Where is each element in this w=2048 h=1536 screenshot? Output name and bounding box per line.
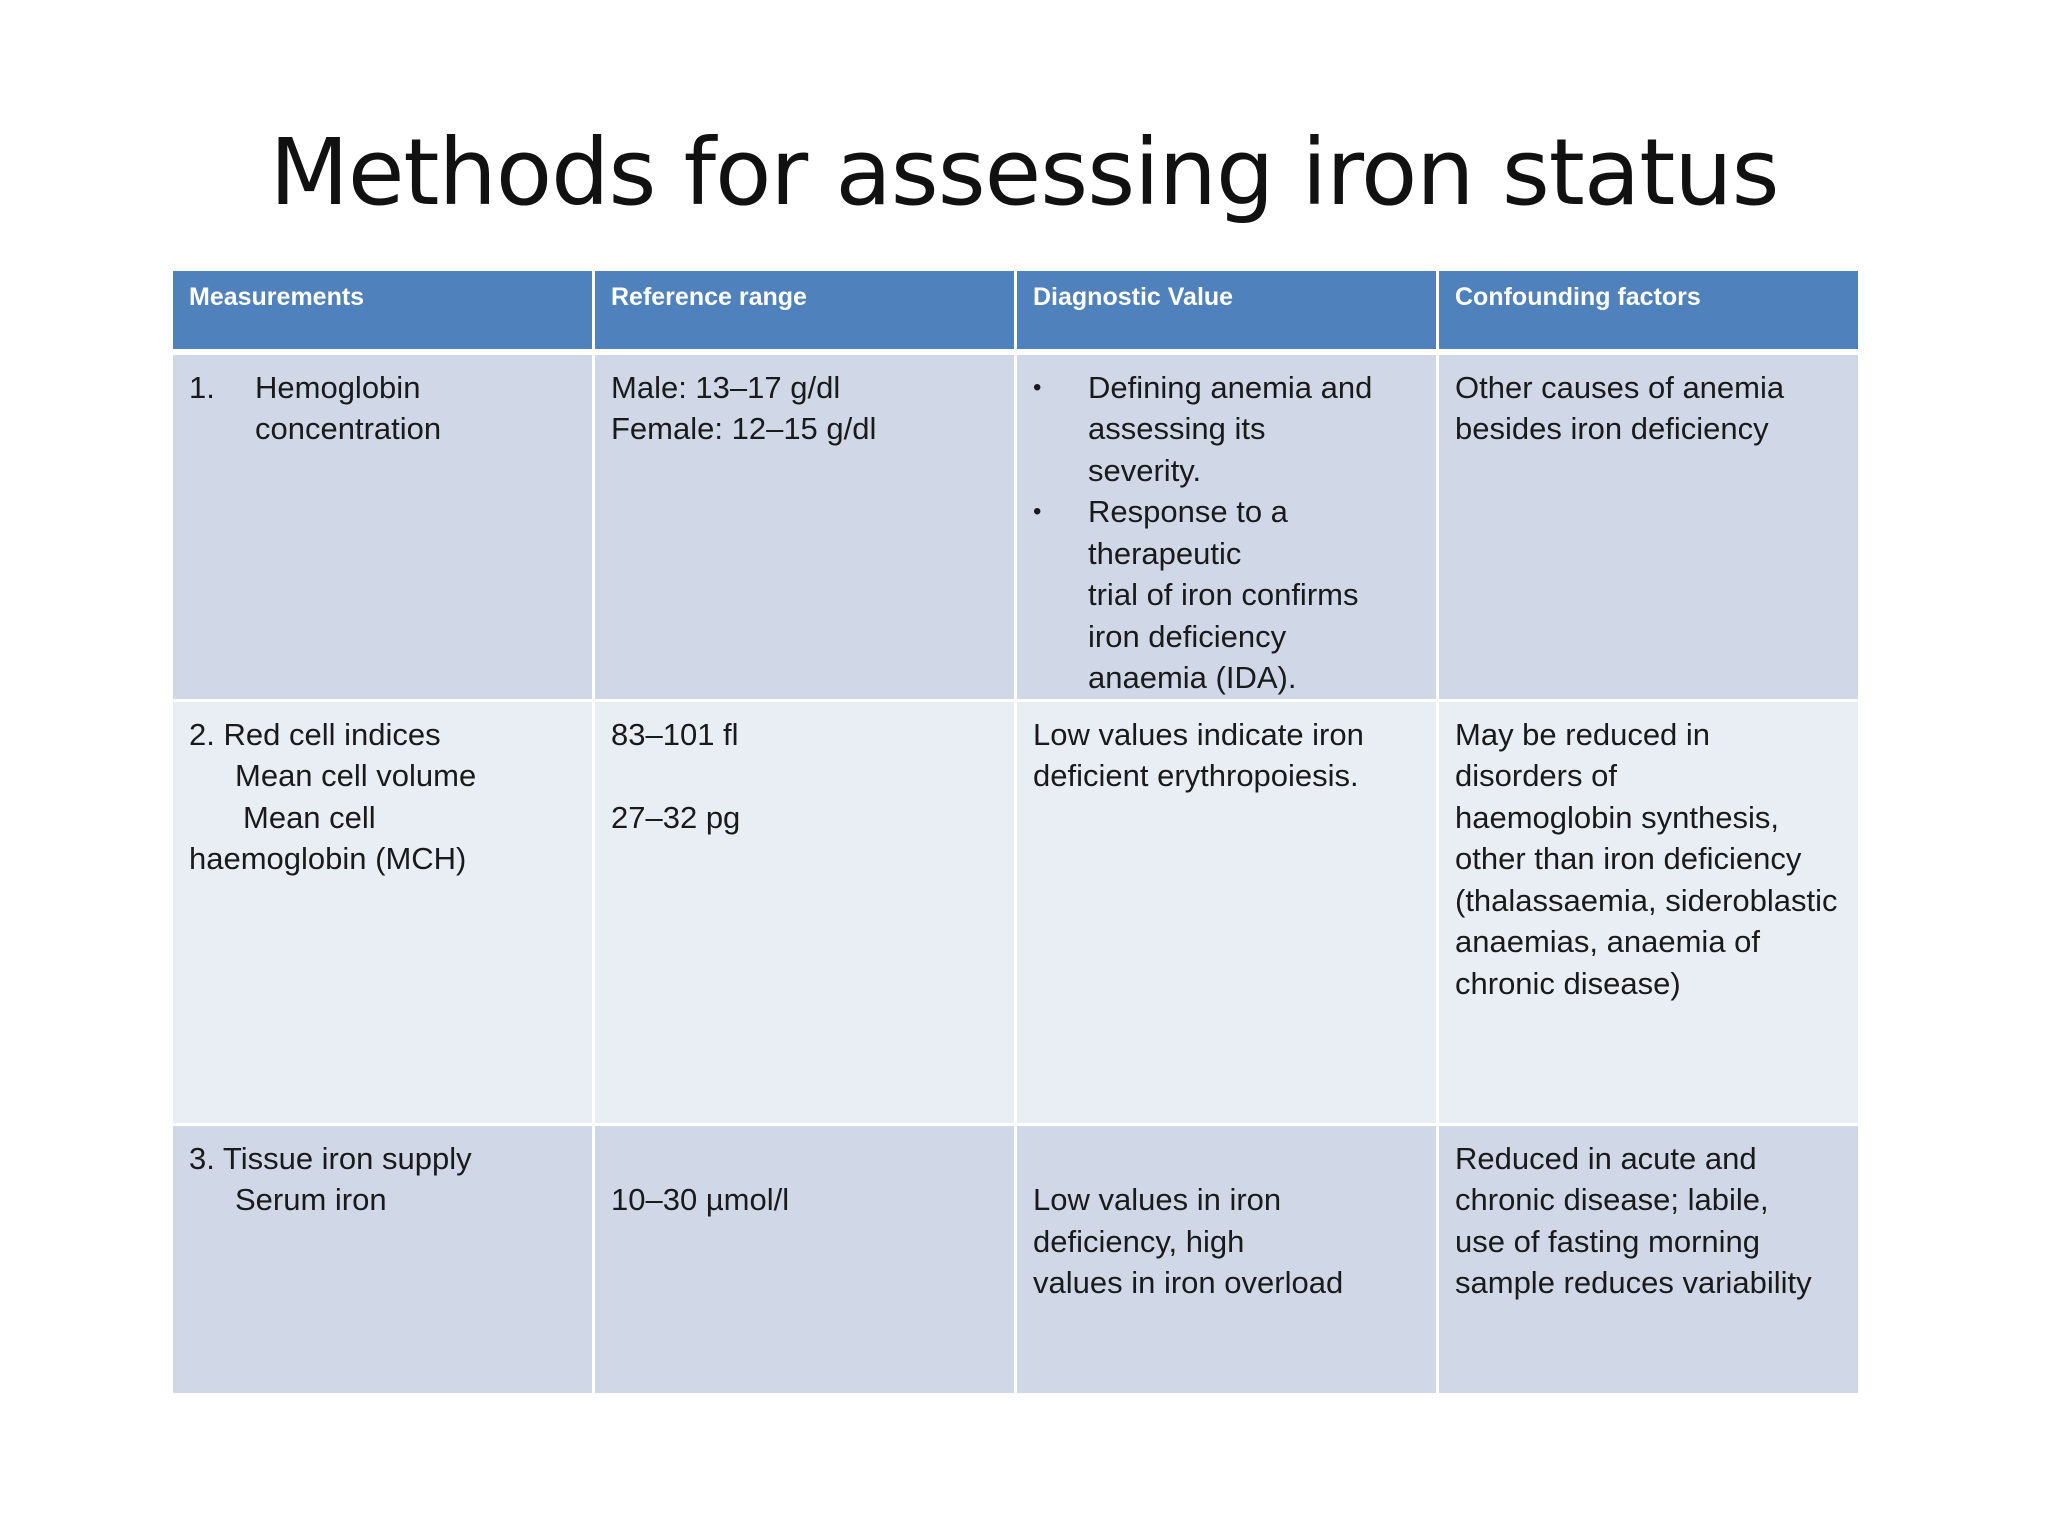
cell-text: Low values indicate iron bbox=[1033, 716, 1364, 752]
cell-diagnostic-value bbox=[1016, 700, 1438, 1124]
bullet-item bbox=[1033, 367, 1420, 492]
cell-text: chronic disease) bbox=[1455, 965, 1681, 1001]
cell-confounding-factors bbox=[1438, 352, 1860, 701]
cell-text: Male: 13–17 g/dl bbox=[611, 369, 841, 405]
cell-text: values in iron overload bbox=[1033, 1265, 1344, 1300]
cell-text: anaemia (IDA). bbox=[1088, 660, 1297, 695]
cell-text: Mean cell bbox=[243, 799, 376, 835]
cell-diagnostic-value bbox=[1016, 1124, 1438, 1394]
cell-text: Hemoglobin bbox=[255, 369, 421, 405]
cell-reference-range bbox=[594, 1124, 1016, 1394]
cell-text: 10–30 µmol/l bbox=[611, 1182, 790, 1217]
bullet-icon: • bbox=[1033, 373, 1042, 401]
cell-text: anaemias, anaemia of bbox=[1455, 924, 1761, 959]
cell-measurement bbox=[172, 1124, 594, 1394]
cell-confounding-factors bbox=[1438, 700, 1860, 1124]
cell-text: deficient erythropoiesis. bbox=[1033, 758, 1359, 793]
cell-text: Female: 12–15 g/dl bbox=[611, 411, 877, 446]
cell-text: haemoglobin synthesis, bbox=[1455, 799, 1779, 835]
cell-diagnostic-value bbox=[1016, 352, 1438, 701]
cell-text: Response to a bbox=[1088, 494, 1288, 529]
bullet-item bbox=[1033, 491, 1420, 699]
cell-text: assessing its bbox=[1088, 411, 1266, 446]
cell-text: use of fasting morning bbox=[1455, 1223, 1761, 1259]
cell-text: 27–32 pg bbox=[611, 799, 741, 835]
cell-text: Other causes of anemia bbox=[1455, 369, 1785, 405]
cell-text: 83–101 fl bbox=[611, 716, 739, 752]
cell-measurement bbox=[172, 700, 594, 1124]
cell-text: deficiency, high bbox=[1033, 1223, 1245, 1259]
cell-text: disorders of bbox=[1455, 758, 1617, 793]
cell-text: Defining anemia and bbox=[1088, 369, 1373, 405]
cell-text: concentration bbox=[255, 411, 442, 446]
table-row bbox=[172, 700, 1860, 1124]
cell-text: 2. Red cell indices bbox=[189, 716, 441, 752]
table-row bbox=[172, 352, 1860, 701]
header-confounding-factors: Confounding factors bbox=[1438, 270, 1860, 352]
iron-status-table bbox=[170, 268, 1861, 1396]
cell-text: therapeutic bbox=[1088, 535, 1242, 571]
cell-text: 3. Tissue iron supply bbox=[189, 1140, 472, 1176]
cell-text: haemoglobin (MCH) bbox=[189, 841, 467, 876]
cell-measurement bbox=[172, 352, 594, 701]
table-row bbox=[172, 1124, 1860, 1394]
cell-text: other than iron deficiency bbox=[1455, 841, 1802, 876]
header-reference-range: Reference range bbox=[594, 270, 1016, 352]
cell-text: trial of iron confirms bbox=[1088, 577, 1359, 612]
cell-text: Serum iron bbox=[235, 1182, 387, 1217]
cell-text: Mean cell volume bbox=[235, 758, 477, 793]
header-row bbox=[172, 270, 1860, 352]
cell-reference-range bbox=[594, 700, 1016, 1124]
cell-text: chronic disease; labile, bbox=[1455, 1182, 1769, 1217]
cell-confounding-factors bbox=[1438, 1124, 1860, 1394]
slide-title: Methods for assessing iron status bbox=[269, 119, 1779, 226]
bullet-icon: • bbox=[1033, 498, 1042, 525]
cell-text: besides iron deficiency bbox=[1455, 411, 1769, 446]
header-diagnostic-value: Diagnostic Value bbox=[1016, 270, 1438, 352]
cell-text: severity. bbox=[1088, 452, 1202, 488]
cell-text: (thalassaemia, sideroblastic bbox=[1455, 882, 1838, 918]
cell-text: iron deficiency bbox=[1088, 618, 1287, 654]
header-measurements: Measurements bbox=[172, 270, 594, 352]
cell-text: Reduced in acute and bbox=[1455, 1140, 1757, 1176]
cell-text: May be reduced in bbox=[1455, 716, 1711, 752]
row-number: 1. bbox=[189, 369, 215, 405]
cell-text: Low values in iron bbox=[1033, 1182, 1282, 1217]
cell-text: sample reduces variability bbox=[1455, 1265, 1812, 1300]
cell-reference-range bbox=[594, 352, 1016, 701]
